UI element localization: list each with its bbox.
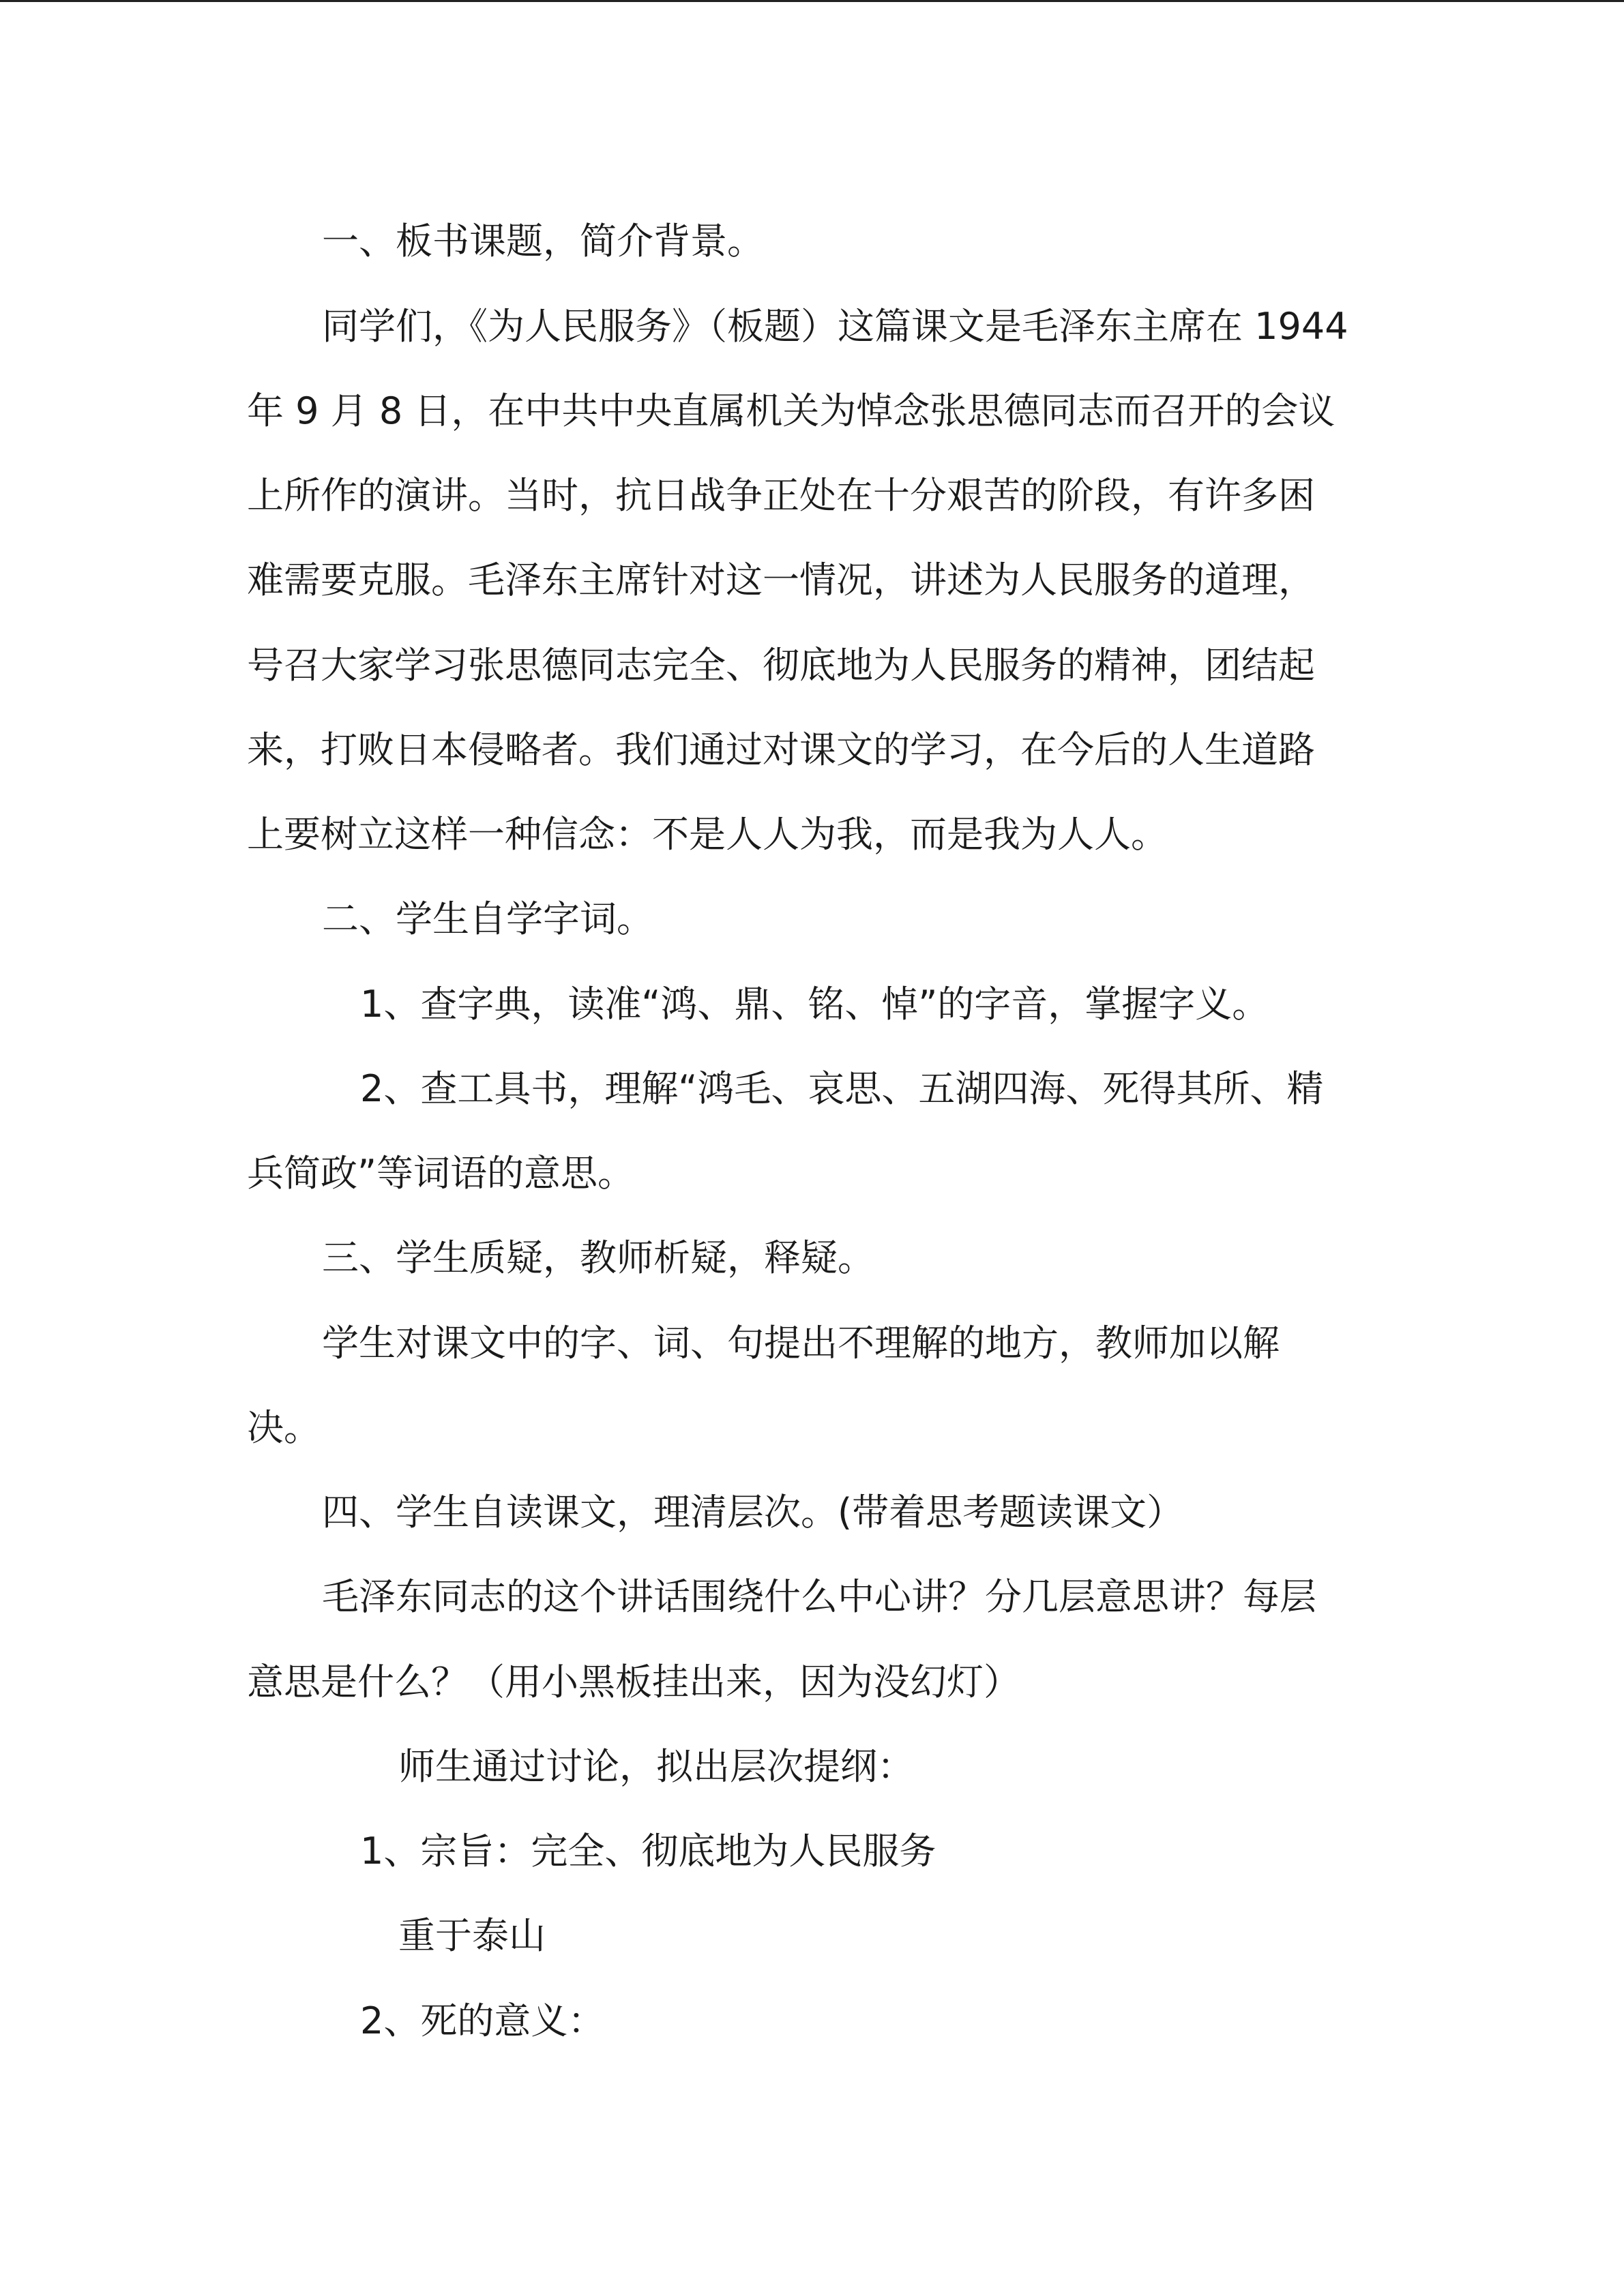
list-item: 2、查工具书，理解“鸿毛、哀思、五湖四海、死得其所、精 xyxy=(360,1067,1324,1110)
paragraph-line: 兵简政”等词语的意思。 xyxy=(247,1152,634,1195)
paragraph-line: 来，打败日本侵略者。我们通过对课文的学习，在今后的人生道路 xyxy=(247,728,1315,771)
paragraph-line: 毛泽东同志的这个讲话围绕什么中心讲？分几层意思讲？每层 xyxy=(322,1575,1316,1618)
paragraph-line: 决。 xyxy=(247,1406,321,1449)
section-heading-3: 三、学生质疑，教师析疑，释疑。 xyxy=(322,1236,874,1279)
paragraph-line: 难需要克服。毛泽东主席针对这一情况，讲述为人民服务的道理， xyxy=(247,558,1315,601)
list-item: 1、查字典，读准“鸿、鼎、铭、悼”的字音，掌握字义。 xyxy=(360,983,1269,1026)
paragraph-line: 师生通过讨论，拟出层次提纲： xyxy=(398,1745,914,1788)
paragraph-line: 学生对课文中的字、词、句提出不理解的地方，教师加以解 xyxy=(322,1322,1280,1365)
outline-subitem: 重于泰山 xyxy=(398,1914,546,1957)
outline-item: 2、死的意义： xyxy=(360,1999,605,2042)
paragraph-line: 号召大家学习张思德同志完全、彻底地为人民服务的精神，团结起 xyxy=(247,644,1315,687)
paragraph-line: 年 9 月 8 日，在中共中央直属机关为悼念张思德同志而召开的会议 xyxy=(247,389,1335,432)
outline-item: 1、宗旨：完全、彻底地为人民服务 xyxy=(360,1830,936,1873)
paragraph-line: 同学们，《为人民服务》（板题）这篇课文是毛泽东主席在 1944 xyxy=(322,305,1348,348)
section-heading-2: 二、学生自学字词。 xyxy=(322,897,653,940)
paragraph-line: 意思是什么？（用小黑板挂出来，因为没幻灯） xyxy=(247,1660,1020,1703)
section-heading-1: 一、板书课题，简介背景。 xyxy=(322,220,764,263)
paragraph-line: 上要树立这样一种信念：不是人人为我，而是我为人人。 xyxy=(247,813,1168,856)
section-heading-4: 四、学生自读课文，理清层次。(带着思考题读课文） xyxy=(322,1491,1184,1534)
paragraph-line: 上所作的演讲。当时，抗日战争正处在十分艰苦的阶段，有许多困 xyxy=(247,474,1315,517)
